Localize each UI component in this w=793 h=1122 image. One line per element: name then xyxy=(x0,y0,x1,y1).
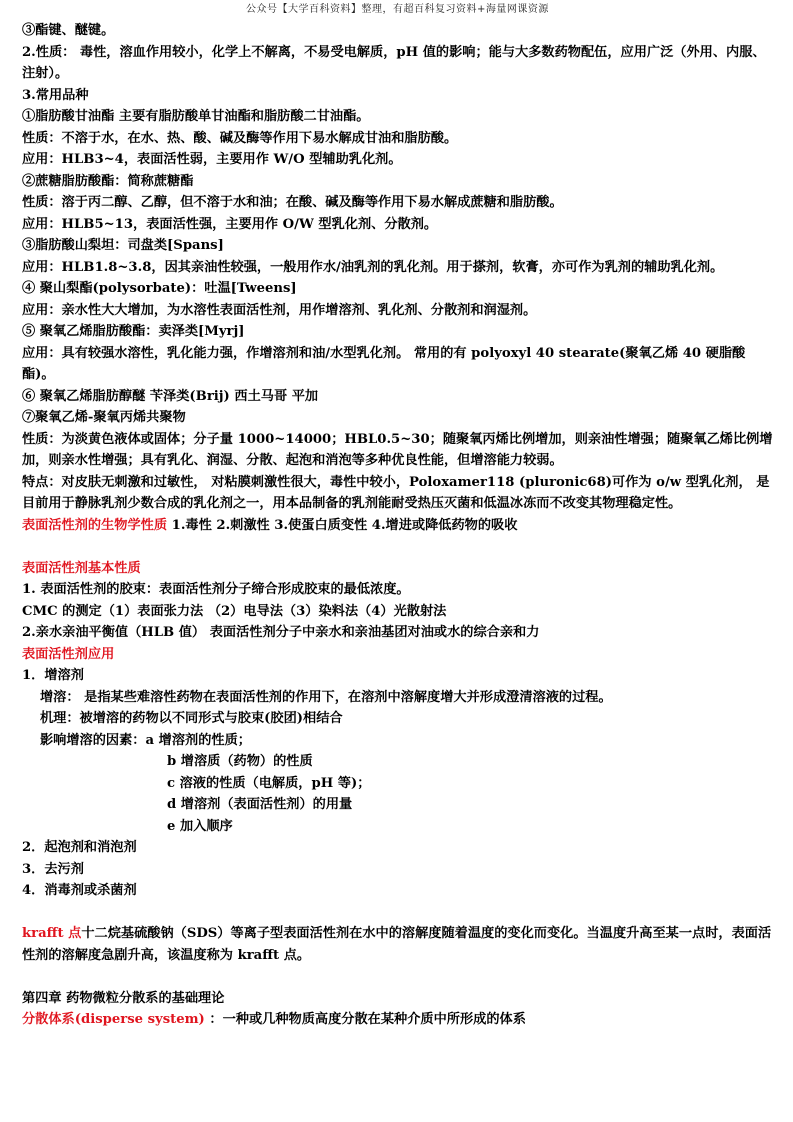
text-line: ①脂肪酸甘油酯 主要有脂肪酸单甘油酯和脂肪酸二甘油酯。 xyxy=(22,109,370,124)
text-line: 影响增溶的因素：a 增溶剂的性质； xyxy=(40,732,251,748)
basic-properties-heading: 表面活性剂基本性质 xyxy=(22,560,141,576)
list-item: d 增溶剂（表面活性剂）的用量 xyxy=(167,797,353,812)
text-line: 1. 表面活性剂的胶束：表面活性剂分子缔合形成胶束的最低浓度。 xyxy=(22,582,410,597)
bio-properties-line xyxy=(22,515,773,537)
text-line: 性质：溶于丙二醇、乙醇，但不溶于水和油；在酸、碱及酶等作用下易水解成蔗糖和脂肪酸。 xyxy=(22,195,563,210)
spacer xyxy=(22,536,773,558)
list-item: c 溶液的性质（电解质，pH 等)； xyxy=(167,775,371,791)
text-line: ③脂肪酸山梨坦：司盘类[Spans] xyxy=(22,238,224,253)
list-item: 4．消毒剂或杀菌剂 xyxy=(22,883,137,898)
krafft-text: 十二烷基硫酸钠（SDS）等离子型表面活性剂在水中的溶解度随着温度的变化而变化。当温度升高至某一点时，表面活性剂的溶解度急剧升高，该温度称为 krafft 点。 xyxy=(22,926,772,963)
chapter-title: 第四章 药物微粒分散系的基础理论 xyxy=(22,990,225,1006)
list-item: b 增溶质（药物）的性质 xyxy=(167,754,313,769)
bio-properties-heading: 表面活性剂的生物学性质 xyxy=(22,517,168,533)
text-line: ③酯键、醚键。 xyxy=(22,23,115,38)
list-item: 1．增溶剂 xyxy=(22,668,84,683)
text-line: ②蔗糖脂肪酸酯：简称蔗糖酯 xyxy=(22,173,194,189)
list-item: 2．起泡剂和消泡剂 xyxy=(22,840,137,855)
text-line: 应用：HLB3~4，表面活性弱，主要用作 W/O 型辅助乳化剂。 xyxy=(22,152,402,167)
text-paragraph: 性质：为淡黄色液体或固体；分子量 1000~14000；HBL0.5~30；随聚氧丙烯比例增加，则亲油性增强；随聚氧乙烯比例增加，则亲水性增强；具有乳化、润湿、分散、起泡和消泡等多种优良性能，但增溶能力较弱。 xyxy=(22,431,773,468)
text-paragraph: 应用：HLB1.8~3.8，因其亲油性较强，一般用作水/油乳剂的乳化剂。用于搽剂，软膏，亦可作为乳剂的辅助乳化剂。 xyxy=(22,259,724,275)
text-line: CMC 的测定（1）表面张力法 （2）电导法（3）染料法（4）光散射法 xyxy=(22,603,447,619)
text-line: 3.常用品种 xyxy=(22,87,89,103)
page-header: 公众号【大学百科资料】整理，有超百科复习资料+海量网课资源 xyxy=(246,4,549,15)
bio-properties-text: 1.毒性 2.刺激性 3.使蛋白质变性 4.增进或降低药物的吸收 xyxy=(171,517,518,533)
text-line: ④ 聚山梨酯(polysorbate)：吐温[Tweens] xyxy=(22,281,297,296)
text-line: 应用：亲水性大大增加，为水溶性表面活性剂，用作增溶剂、乳化剂、分散剂和润湿剂。 xyxy=(22,302,537,318)
text-paragraph: 特点：对皮肤无刺激和过敏性， 对粘膜刺激性很大，毒性中较小，Poloxamer118 (pluronic68)可作为 o/w 型乳化剂， 是目前用于静脉乳剂少数合成的乳化剂之一，用本品制备的乳剂能耐受热压灭菌和低温冰冻而不改变其物理稳定性。 xyxy=(22,474,770,511)
text-line: ⑥ 聚氧乙烯脂肪醇醚 苄泽类(Brij) 西土马哥 平加 xyxy=(22,388,319,404)
text-line: 性质：不溶于水，在水、热、酸、碱及酶等作用下易水解成甘油和脂肪酸。 xyxy=(22,130,458,146)
text-paragraph: 应用：具有较强水溶性，乳化能力强，作增溶剂和油/水型乳化剂。 常用的有 polyoxyl 40 stearate(聚氧乙烯 40 硬脂酸酯)。 xyxy=(22,345,746,382)
krafft-heading: krafft 点 xyxy=(22,926,82,941)
application-heading: 表面活性剂应用 xyxy=(22,646,115,662)
spacer xyxy=(22,902,773,924)
text-paragraph: 2.性质： 毒性，溶血作用较小，化学上不解离，不易受电解质，pH 值的影响；能与大多数药物配伍，应用广泛（外用、内服、注射）。 xyxy=(22,44,766,81)
disperse-line xyxy=(22,1009,773,1031)
text-line: ⑦聚氧乙烯-聚氧丙烯共聚物 xyxy=(22,410,186,425)
list-item: 3．去污剂 xyxy=(22,861,84,877)
krafft-paragraph xyxy=(22,923,773,966)
text-line: 2.亲水亲油平衡值（HLB 值） 表面活性剂分子中亲水和亲油基团对油或水的综合亲和力 xyxy=(22,625,540,640)
text-line: 机理：被增溶的药物以不同形式与胶束(胶团)相结合 xyxy=(40,711,343,726)
text-line: 应用：HLB5~13，表面活性强，主要用作 O/W 型乳化剂、分散剂。 xyxy=(22,216,438,232)
disperse-heading: 分散体系(disperse system) xyxy=(22,1012,205,1027)
list-item: e 加入顺序 xyxy=(167,818,233,834)
spacer xyxy=(22,966,773,988)
text-line: ⑤ 聚氧乙烯脂肪酸酯：卖泽类[Myrj] xyxy=(22,324,245,339)
text-line: 增溶： 是指某些难溶性药物在表面活性剂的作用下，在溶剂中溶解度增大并形成澄清溶液的过程。 xyxy=(40,689,612,705)
disperse-text: ：一种或几种物质高度分散在某种介质中所形成的体系 xyxy=(204,1012,526,1027)
